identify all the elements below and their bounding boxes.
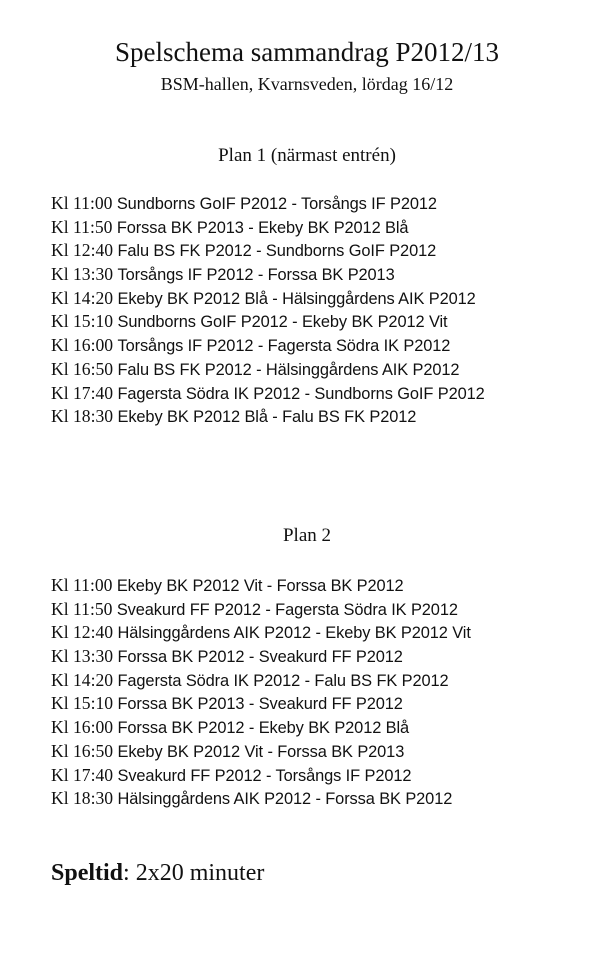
match-time: 14:20 <box>73 287 114 308</box>
match-teams: Falu BS FK P2012 - Hälsinggårdens AIK P2012 <box>117 360 460 379</box>
match-row <box>51 216 611 240</box>
match-kl: Kl <box>51 740 69 761</box>
match-kl: Kl <box>51 788 69 809</box>
match-time: 15:10 <box>73 693 114 714</box>
match-kl: Kl <box>51 622 69 643</box>
match-kl: Kl <box>51 646 69 667</box>
match-time: 16:50 <box>73 740 114 761</box>
match-row <box>51 692 611 716</box>
match-teams: Torsångs IF P2012 - Forssa BK P2013 <box>117 266 395 285</box>
document-title: Spelschema sammandrag P2012/13 <box>115 37 499 67</box>
match-row <box>51 287 611 311</box>
match-kl: Kl <box>51 764 69 785</box>
match-row <box>51 787 611 811</box>
match-teams: Ekeby BK P2012 Blå - Hälsinggårdens AIK P2012 <box>117 289 476 308</box>
plan1-match-list <box>51 192 611 429</box>
match-row <box>51 405 611 429</box>
match-time: 11:00 <box>73 193 113 213</box>
match-row <box>51 334 611 358</box>
match-kl: Kl <box>51 382 69 403</box>
match-time: 11:50 <box>73 216 113 237</box>
match-time: 13:30 <box>73 646 114 667</box>
match-row <box>51 358 611 382</box>
match-kl: Kl <box>51 264 69 285</box>
match-teams: Torsångs IF P2012 - Fagersta Södra IK P2012 <box>117 337 451 356</box>
match-row <box>51 740 611 764</box>
match-row <box>51 239 611 263</box>
match-kl: Kl <box>51 311 69 332</box>
match-kl: Kl <box>51 240 69 261</box>
match-time: 12:40 <box>73 622 114 643</box>
plan1-heading: Plan 1 (närmast entrén) <box>218 145 396 166</box>
match-teams: Forssa BK P2012 - Sveakurd FF P2012 <box>117 648 403 667</box>
match-row <box>51 192 611 216</box>
match-row <box>51 598 611 622</box>
match-time: 18:30 <box>73 406 114 427</box>
match-teams: Sundborns GoIF P2012 - Torsångs IF P2012 <box>116 195 437 213</box>
match-time: 18:30 <box>73 788 114 809</box>
speltid-note <box>51 858 264 888</box>
match-kl: Kl <box>51 598 69 619</box>
match-row <box>51 382 611 406</box>
speltid-value: : 2x20 minuter <box>123 860 265 886</box>
match-teams: Fagersta Södra IK P2012 - Falu BS FK P2012 <box>117 671 449 690</box>
match-row <box>51 263 611 287</box>
match-time: 16:00 <box>73 717 114 738</box>
match-teams: Fagersta Södra IK P2012 - Sundborns GoIF P2012 <box>117 384 485 403</box>
match-row <box>51 645 611 669</box>
match-time: 11:00 <box>73 575 113 595</box>
match-row <box>51 716 611 740</box>
match-time: 14:20 <box>73 669 114 690</box>
match-teams: Sveakurd FF P2012 - Fagersta Södra IK P2012 <box>116 600 458 619</box>
match-row <box>51 621 611 645</box>
match-teams: Forssa BK P2012 - Ekeby BK P2012 Blå <box>117 719 410 738</box>
match-kl: Kl <box>51 216 69 237</box>
match-kl: Kl <box>51 358 69 379</box>
match-teams: Ekeby BK P2012 Blå - Falu BS FK P2012 <box>117 408 417 427</box>
match-kl: Kl <box>51 717 69 738</box>
match-row <box>51 310 611 334</box>
match-time: 17:40 <box>73 764 114 785</box>
match-teams: Ekeby BK P2012 Vit - Forssa BK P2013 <box>117 742 405 761</box>
match-teams: Sveakurd FF P2012 - Torsångs IF P2012 <box>117 766 412 785</box>
match-row <box>51 574 611 598</box>
match-kl: Kl <box>51 406 69 427</box>
match-time: 17:40 <box>73 382 114 403</box>
match-kl: Kl <box>51 669 69 690</box>
match-time: 13:30 <box>73 264 114 285</box>
match-time: 11:50 <box>73 598 113 619</box>
match-row <box>51 669 611 693</box>
match-kl: Kl <box>51 287 69 308</box>
match-time: 16:00 <box>73 335 114 356</box>
match-time: 16:50 <box>73 358 114 379</box>
match-teams: Ekeby BK P2012 Vit - Forssa BK P2012 <box>116 577 404 595</box>
speltid-label: Speltid <box>51 860 124 886</box>
match-time: 12:40 <box>73 240 114 261</box>
match-time: 15:10 <box>73 311 114 332</box>
match-kl: Kl <box>51 193 69 213</box>
match-teams: Hälsinggårdens AIK P2012 - Ekeby BK P2012 Vit <box>117 624 471 643</box>
match-row <box>51 764 611 788</box>
match-kl: Kl <box>51 693 69 714</box>
plan2-heading: Plan 2 <box>282 525 332 546</box>
match-teams: Sundborns GoIF P2012 - Ekeby BK P2012 Vit <box>117 313 448 332</box>
match-teams: Forssa BK P2013 - Ekeby BK P2012 Blå <box>116 218 409 237</box>
match-teams: Hälsinggårdens AIK P2012 - Forssa BK P2012 <box>117 790 453 809</box>
plan2-match-list <box>51 574 611 811</box>
match-teams: Forssa BK P2013 - Sveakurd FF P2012 <box>117 695 403 714</box>
match-kl: Kl <box>51 335 69 356</box>
match-kl: Kl <box>51 575 69 595</box>
document-subtitle: BSM-hallen, Kvarnsveden, lördag 16/12 <box>160 74 454 94</box>
match-teams: Falu BS FK P2012 - Sundborns GoIF P2012 <box>117 242 437 261</box>
